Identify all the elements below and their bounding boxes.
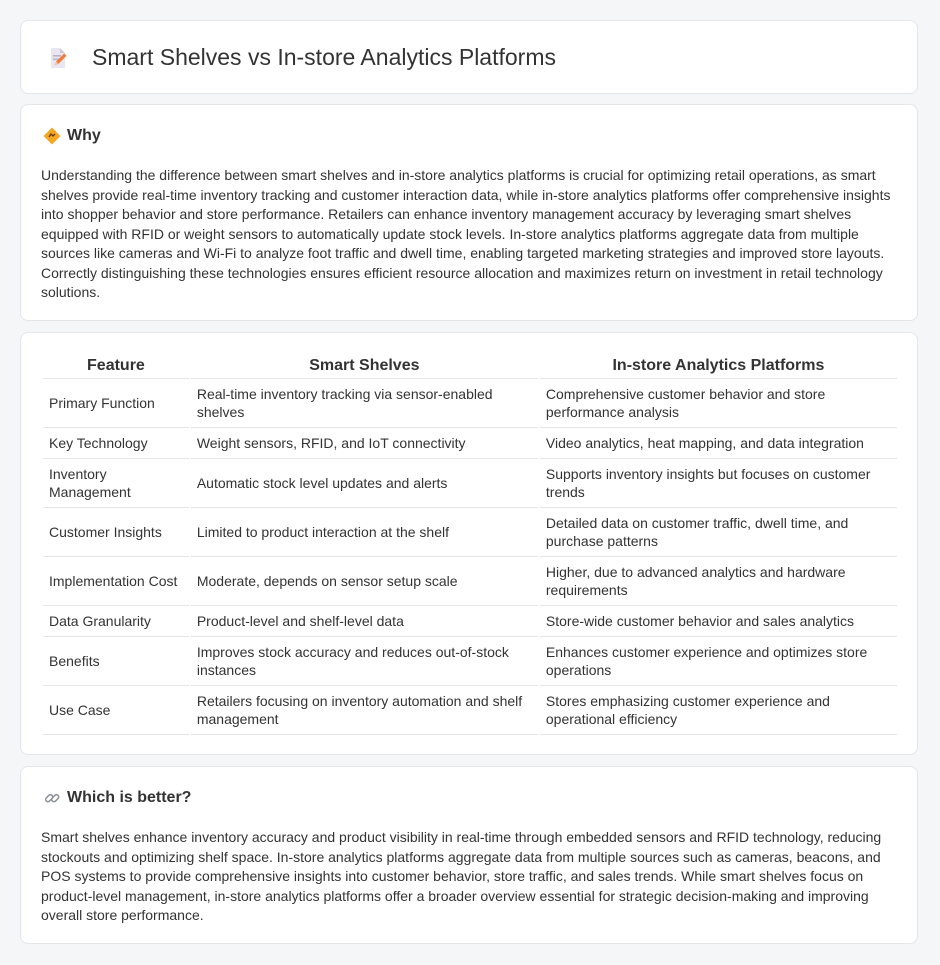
why-text: Understanding the difference between smart shelves and in-store analytics platforms is crucial for optimizing retail operations, as smart shelves provide real-time inventory tracking and customer interaction data, while in-store analytics platforms offer comprehensive insights into shopper behavior and store performance. Retailers can enhance inventory management accuracy by leveraging smart shelves equipped with RFID or weight sensors to automatically update stock levels. In-store analytics platforms aggregate data from multiple sources like cameras and Wi-Fi to analyze foot traffic and dwell time, enabling targeted marketing strategies and improved store layouts. Correctly distinguishing these technologies ensures efficient resource allocation and maximizes return on investment in retail technology solutions.	[41, 167, 891, 300]
page-title: Smart Shelves vs In-store Analytics Platforms	[92, 44, 556, 70]
smart-shelves-cell: Automatic stock level updates and alerts	[191, 459, 538, 508]
feature-cell: Primary Function	[43, 379, 189, 428]
analytics-cell: Detailed data on customer traffic, dwell time, and purchase patterns	[540, 508, 897, 557]
smart-shelves-cell: Real-time inventory tracking via sensor-enabled shelves	[191, 379, 538, 428]
table-row	[43, 606, 897, 637]
column-header-feature: Feature	[43, 353, 189, 379]
smart-shelves-cell: Retailers focusing on inventory automation and shelf management	[191, 686, 538, 735]
header-card	[20, 20, 918, 94]
table-row	[43, 637, 897, 686]
smart-shelves-cell: Moderate, depends on sensor setup scale	[191, 557, 538, 606]
smart-shelves-cell: Product-level and shelf-level data	[191, 606, 538, 637]
diamond-sign-icon	[43, 127, 61, 145]
analytics-cell: Stores emphasizing customer experience and operational efficiency	[540, 686, 897, 735]
feature-cell: Customer Insights	[43, 508, 189, 557]
comparison-section	[20, 332, 918, 755]
smart-shelves-cell: Improves stock accuracy and reduces out-of-stock instances	[191, 637, 538, 686]
analytics-cell: Enhances customer experience and optimizes store operations	[540, 637, 897, 686]
feature-cell: Data Granularity	[43, 606, 189, 637]
table-header-row	[43, 353, 897, 379]
smart-shelves-cell: Weight sensors, RFID, and IoT connectivity	[191, 428, 538, 459]
table-row	[43, 557, 897, 606]
feature-cell: Inventory Management	[43, 459, 189, 508]
table-row	[43, 686, 897, 735]
analytics-cell: Store-wide customer behavior and sales analytics	[540, 606, 897, 637]
analytics-cell: Supports inventory insights but focuses on customer trends	[540, 459, 897, 508]
feature-cell: Implementation Cost	[43, 557, 189, 606]
which-is-better-section	[20, 766, 918, 944]
why-heading: Why	[67, 127, 101, 144]
feature-cell: Benefits	[43, 637, 189, 686]
better-text: Smart shelves enhance inventory accuracy and product visibility in real-time through embedded sensors and RFID technology, reducing stockouts and optimizing shelf space. In-store analytics platforms aggregate data from multiple sources such as cameras, beacons, and POS systems to provide comprehensive insights into customer behavior, store traffic, and sales trends. While smart shelves focus on product-level management, in-store analytics platforms offer a broader overview essential for strategic decision-making and improving overall store performance.	[41, 829, 882, 923]
table-row	[43, 508, 897, 557]
why-heading-row	[43, 127, 101, 145]
smart-shelves-cell: Limited to product interaction at the shelf	[191, 508, 538, 557]
table-row	[43, 379, 897, 428]
column-header-analytics-platforms: In-store Analytics Platforms	[540, 353, 897, 379]
why-section	[20, 104, 918, 321]
link-icon	[43, 789, 61, 807]
better-heading: Which is better?	[67, 789, 192, 806]
column-header-smart-shelves: Smart Shelves	[191, 353, 538, 379]
feature-cell: Use Case	[43, 686, 189, 735]
analytics-cell: Comprehensive customer behavior and store performance analysis	[540, 379, 897, 428]
comparison-table	[41, 353, 899, 735]
document-edit-icon	[46, 46, 70, 70]
better-heading-row	[43, 789, 191, 807]
analytics-cell: Higher, due to advanced analytics and hardware requirements	[540, 557, 897, 606]
table-row	[43, 428, 897, 459]
analytics-cell: Video analytics, heat mapping, and data integration	[540, 428, 897, 459]
feature-cell: Key Technology	[43, 428, 189, 459]
table-row	[43, 459, 897, 508]
